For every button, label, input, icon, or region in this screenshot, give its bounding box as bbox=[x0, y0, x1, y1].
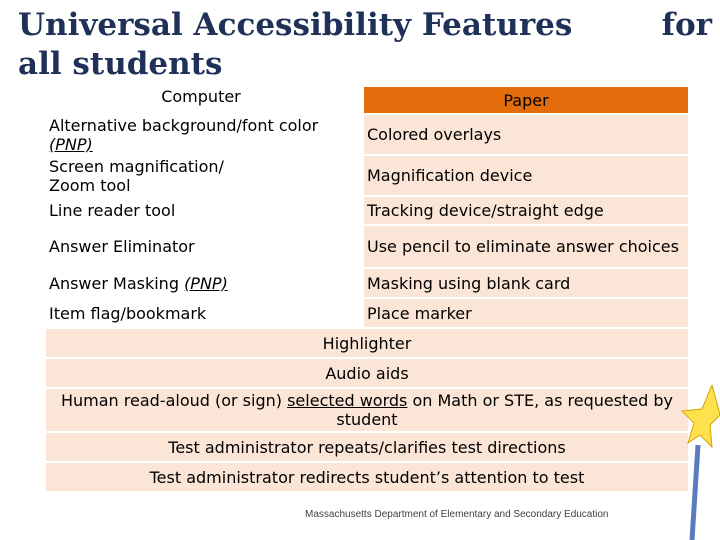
star-wand-icon bbox=[680, 385, 720, 540]
row-paper-cell bbox=[364, 224, 688, 267]
row-computer-cell bbox=[46, 154, 356, 195]
row-paper-label: Masking using blank card bbox=[367, 273, 571, 293]
redirects-label: Test administrator redirects student’s attention to test bbox=[149, 467, 585, 487]
row-paper-label: Use pencil to eliminate answer choices bbox=[367, 237, 679, 256]
title-line-1: Universal Accessibility Features bbox=[18, 7, 573, 43]
full-row-readaloud bbox=[46, 387, 688, 431]
row-computer-label: Answer Masking bbox=[49, 273, 179, 293]
row-computer-cell bbox=[46, 113, 356, 154]
table-row bbox=[46, 154, 688, 195]
table-row bbox=[46, 387, 688, 431]
title-for-word: for bbox=[661, 7, 712, 43]
header-paper bbox=[364, 87, 688, 113]
header-paper-label: Paper bbox=[503, 90, 549, 110]
row-paper-cell bbox=[364, 195, 688, 224]
accessibility-features-table bbox=[46, 87, 688, 491]
table-row bbox=[46, 431, 688, 461]
row-computer-cell bbox=[46, 297, 356, 327]
table-row bbox=[46, 297, 688, 327]
audio-aids-label: Audio aids bbox=[325, 363, 409, 383]
row-paper-cell bbox=[364, 297, 688, 327]
row-computer-label: Line reader tool bbox=[49, 201, 176, 220]
selected-words-link[interactable]: selected words bbox=[287, 391, 408, 410]
table-row bbox=[46, 113, 688, 154]
row-paper-label: Tracking device/straight edge bbox=[367, 201, 604, 220]
row-computer-cell bbox=[46, 195, 356, 224]
readaloud-text-2: on Math or STE, as requested by student bbox=[336, 391, 674, 429]
slide-title bbox=[18, 6, 718, 84]
table-row bbox=[46, 267, 688, 297]
highlighter-label: Highlighter bbox=[322, 333, 412, 353]
row-computer-label: Item flag/bookmark bbox=[49, 303, 207, 323]
pnp-link[interactable]: (PNP) bbox=[49, 134, 93, 154]
row-paper-label: Magnification device bbox=[367, 166, 533, 185]
table-row bbox=[46, 461, 688, 491]
table-header-row bbox=[46, 87, 688, 113]
row-computer-label-2: Zoom tool bbox=[49, 175, 131, 195]
table-row bbox=[46, 327, 688, 357]
table-row bbox=[46, 224, 688, 267]
full-row-redirects bbox=[46, 461, 688, 491]
row-paper-label: Colored overlays bbox=[367, 125, 502, 144]
row-computer-label: Answer Eliminator bbox=[49, 237, 195, 256]
full-row-audio bbox=[46, 357, 688, 387]
row-paper-label: Place marker bbox=[367, 303, 472, 323]
table-row bbox=[46, 357, 688, 387]
full-row-repeats bbox=[46, 431, 688, 461]
row-computer-label: Alternative background/font color bbox=[49, 115, 319, 135]
row-computer-cell bbox=[46, 224, 356, 267]
header-computer bbox=[46, 87, 356, 113]
readaloud-text: Human read-aloud (or sign) bbox=[60, 391, 288, 410]
header-computer-label: Computer bbox=[161, 87, 241, 106]
row-computer-cell bbox=[46, 267, 356, 297]
row-paper-cell bbox=[364, 113, 688, 154]
pnp-link[interactable]: (PNP) bbox=[184, 273, 228, 293]
footer-credit: Massachusetts Department of Elementary and Secondary Education bbox=[305, 509, 609, 520]
title-line-2: all students bbox=[18, 46, 223, 82]
repeats-label: Test administrator repeats/clarifies test directions bbox=[168, 437, 566, 457]
row-computer-label: Screen magnification/ bbox=[49, 156, 224, 176]
full-row-highlighter bbox=[46, 327, 688, 357]
table-row bbox=[46, 195, 688, 224]
row-paper-cell bbox=[364, 267, 688, 297]
row-paper-cell bbox=[364, 154, 688, 195]
